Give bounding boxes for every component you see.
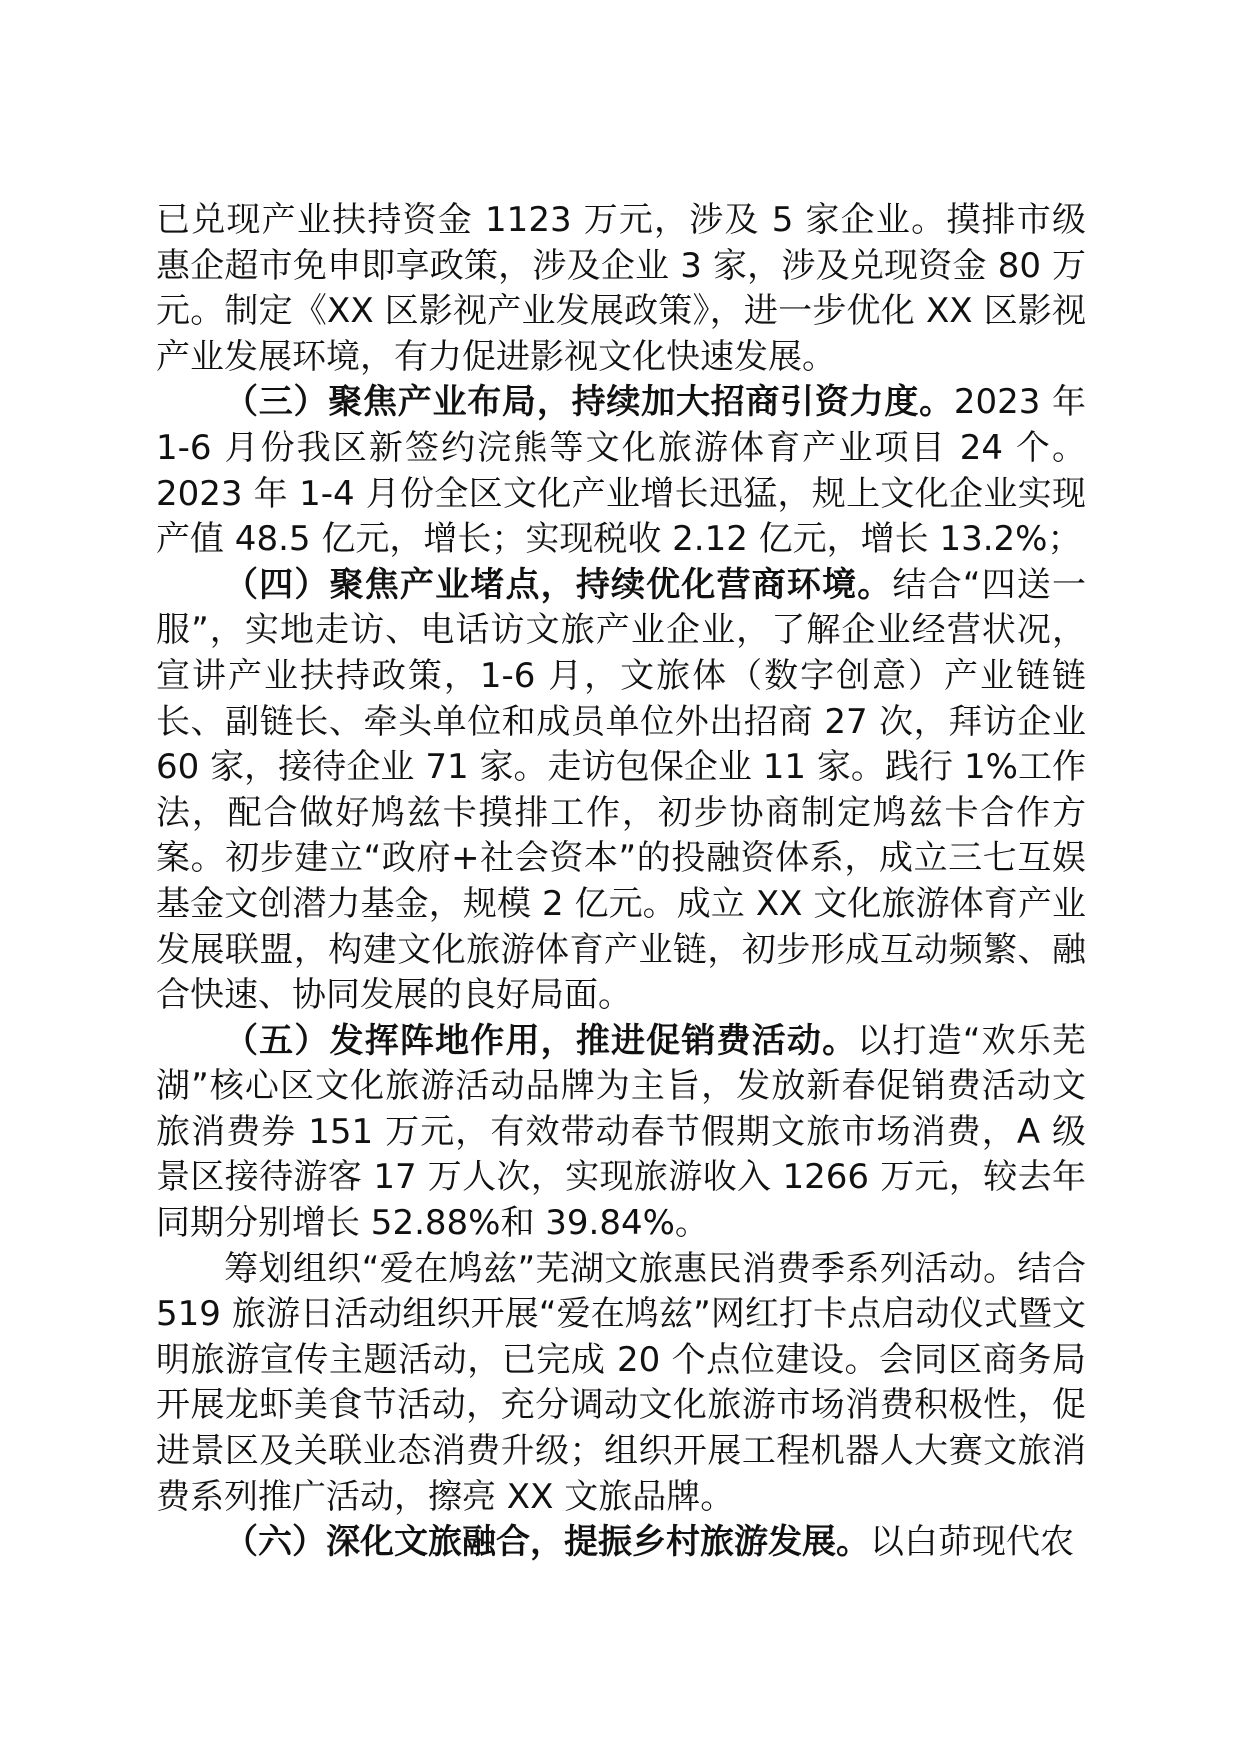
section-heading-3: （三）聚焦产业布局，持续加大招商引资力度。: [224, 382, 954, 423]
paragraph-6: [156, 1520, 1086, 1566]
paragraph-2: [156, 380, 1086, 562]
section-heading-4: （四）聚焦产业堵点，持续优化营商环境。: [224, 564, 893, 605]
paragraph-5: [156, 1247, 1086, 1521]
paragraph-1-text: 已兑现产业扶持资金 1123 万元，涉及 5 家企业。摸排市级惠企超市免申即享政策，涉及企业 3 家，涉及兑现资金 80 万元。制定《XX 区影视产业发展政策》，进一步优化 XX 区影视产业发展环境，有力促进影视文化快速发展。: [156, 200, 1086, 377]
paragraph-1: [156, 198, 1086, 380]
paragraph-6-text: 以白茆现代农: [870, 1522, 1074, 1563]
paragraph-2-text: 2023 年 1-6 月份我区新签约浣熊等文化旅游体育产业项目 24 个。2023 年 1-4 月份全区文化产业增长迅猛，规上文化企业实现产值 48.5 亿元，增长；实现税收 2.12 亿元，增长 13.2%；: [156, 382, 1086, 560]
paragraph-4-text: 以打造“欢乐芜湖”核心区文化旅游活动品牌为主旨，发放新春促销费活动文旅消费券 151 万元，有效带动春节假期文旅市场消费，A 级景区接待游客 17 万人次，实现旅游收入 1266 万元，较去年同期分别增长 52.88%和 39.84%。: [156, 1020, 1086, 1244]
section-heading-5: （五）发挥阵地作用，推进促销费活动。: [224, 1020, 858, 1061]
document-page: [156, 198, 1086, 1566]
paragraph-5-text: 筹划组织“爱在鸠兹”芜湖文旅惠民消费季系列活动。结合 519 旅游日活动组织开展“爱在鸠兹”网红打卡点启动仪式暨文明旅游宣传主题活动，已完成 20 个点位建设。会同区商务局开展龙虾美食节活动，充分调动文化旅游市场消费积极性，促进景区及关联业态消费升级；组织开展工程机器人大赛文旅消费系列推广活动，擦亮 XX 文旅品牌。: [156, 1248, 1086, 1517]
section-heading-6: （六）深化文旅融合，提振乡村旅游发展。: [224, 1522, 870, 1563]
paragraph-4: [156, 1019, 1086, 1247]
paragraph-3-text: 结合“四送一服”，实地走访、电话访文旅产业企业，了解企业经营状况，宣讲产业扶持政策，1-6 月，文旅体（数字创意）产业链链长、副链长、牵头单位和成员单位外出招商 27 次，拜访企业 60 家，接待企业 71 家。走访包保企业 11 家。践行 1%工作法，配合做好鸠兹卡摸排工作，初步协商制定鸠兹卡合作方案。初步建立“政府+社会资本”的投融资体系，成立三七互娱基金文创潜力基金，规模 2 亿元。成立 XX 文化旅游体育产业发展联盟，构建文化旅游体育产业链，初步形成互动频繁、融合快速、协同发展的良好局面。: [156, 564, 1086, 1016]
paragraph-3: [156, 563, 1086, 1019]
